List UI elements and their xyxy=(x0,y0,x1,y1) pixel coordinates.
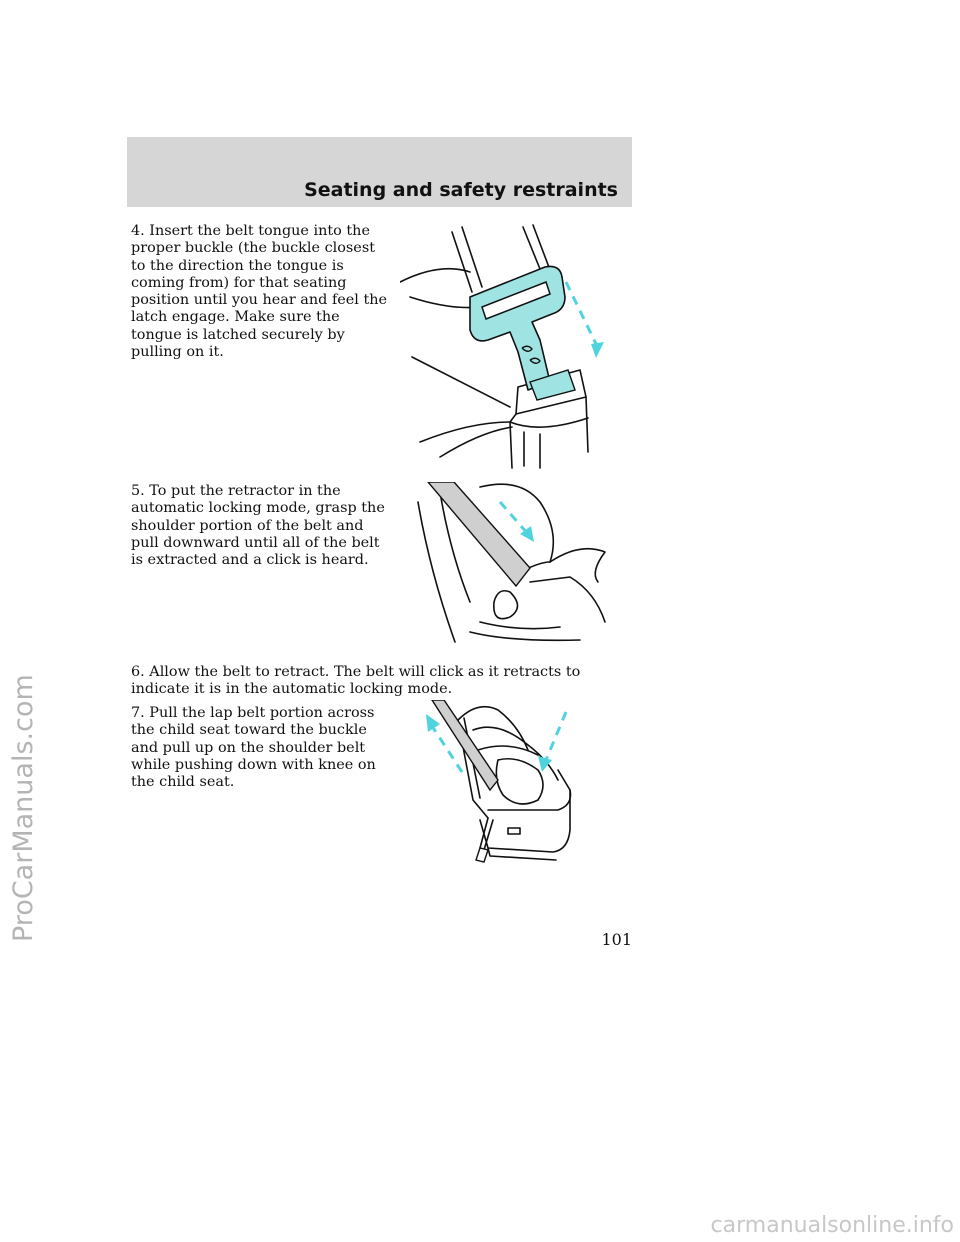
belt-tongue-buckle-illustration xyxy=(400,222,632,470)
footer-watermark: carmanualsonline.info xyxy=(710,1213,954,1238)
shoulder-belt-pull-illustration xyxy=(410,482,610,646)
step-6-text: 6. Allow the belt to retract. The belt will click as it retracts to indicate it is in the automatic locking mode. xyxy=(131,664,581,698)
step-4-text: 4. Insert the belt tongue into the proper buckle (the buckle closest to the direction the tongue is coming from) for that seating position until you hear and feel the latch engage. Make sure the tongue is latched securely by pulling on it. xyxy=(131,223,388,361)
step-5-text: 5. To put the retractor in the automatic locking mode, grasp the shoulder portion of the belt and pull downward until all of the belt is extracted and a click is heard. xyxy=(131,483,385,569)
step-7-text: 7. Pull the lap belt portion across the child seat toward the buckle and pull up on the shoulder belt while pushing down with knee on the child seat. xyxy=(131,705,376,791)
section-title: Seating and safety restraints xyxy=(304,179,618,201)
side-watermark: ProCarManuals.com xyxy=(8,674,39,942)
section-header xyxy=(127,137,632,207)
page-number: 101 xyxy=(601,930,632,949)
lap-belt-child-seat-illustration xyxy=(418,700,588,870)
